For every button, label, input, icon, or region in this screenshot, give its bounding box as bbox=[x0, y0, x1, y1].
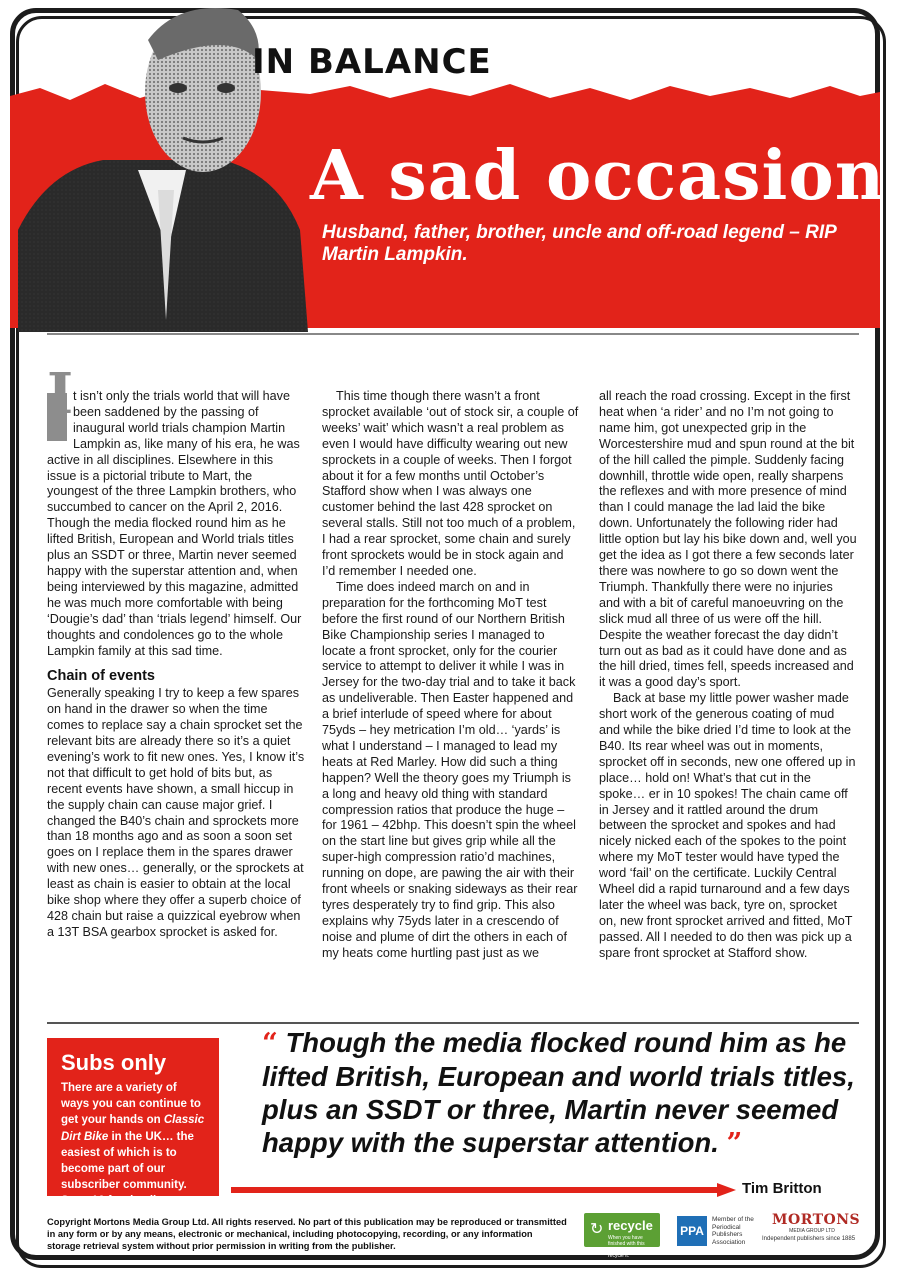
headline: A sad occasion bbox=[310, 136, 886, 216]
body-paragraph: t isn’t only the trials world that will have been saddened by the passing of inaugural world trials champion Martin Lampkin as, like many of his era, he was active in all disciplines. Elsewhere in this issue is a pictorial tribute to Mart, the youngest of the three Lampkin brothers, who succumbed to cancer on the April 2, 2016. Though the media flocked round him as he lifted British, European and World trials titles plus an SSDT or three, Martin never seemed happy with the superstar attention and, when being interviewed by this magazine, admitted he was much more comfortable with being ‘Dougie’s dad’ than ‘trials legend’ himself. Our thoughts and condolences go to the whole Lampkin family at this sad time. bbox=[47, 389, 302, 658]
footer-rule bbox=[47, 1022, 859, 1024]
recycle-icon: ↻ bbox=[590, 1221, 604, 1238]
article-column-3 bbox=[599, 389, 857, 962]
quote-arrow bbox=[231, 1183, 736, 1197]
article-column-2 bbox=[322, 389, 580, 962]
body-paragraph: Back at base my little power washer made short work of the generous coating of mud and while the bike dried I’d time to look at the B40. Its rear wheel was out in moments, sprocket off in seconds, new one offered up in place… hold on! What’s that cut in the spoke… er in 10 spokes! The chain came off in Jersey and it rattled around the drum between the sprocket and spokes and had nicely nicked each of the spokes to the point where my MoT tester would have typed the word ‘fail’ on the certificate. Luckily Central Wheel did a rapid turnaround and a few days later the wheel was back, tyre on, sprocket on, new front sprocket arrived and fitted, MoT passed. All I needed to do then was pick up a spare front sprocket at Stafford show. bbox=[599, 691, 856, 960]
mortons-logo: MORTONS MEDIA GROUP LTD Independent publishers since 1885 bbox=[762, 1212, 861, 1242]
subscription-box bbox=[47, 1038, 219, 1208]
copyright-notice: Copyright Mortons Media Group Ltd. All rights reserved. No part of this publication may be reproduced or transmitted in any form or by any means, electronic or mechanical, including photocopying, recording, or any information storage retrieval system without prior permission in writing from the publisher. bbox=[47, 1217, 567, 1251]
standfirst: Husband, father, brother, uncle and off-road legend – RIP Martin Lampkin. bbox=[322, 222, 837, 265]
body-paragraph: This time though there wasn’t a front sprocket available ‘out of stock sir, a couple of weeks’ wait’ which wasn’t a real problem as even I would have difficulty wearing out new sprockets in a couple of weeks. Then I forgot about it for a few months until October’s Stafford show when I was always one customer behind the last 428 sprocket on several stalls. Still not too much of a problem, I had a rear sprocket, some chain and surely front sprockets would be in stock again and I’d remember I needed one. bbox=[322, 389, 579, 578]
close-quote-mark: ” bbox=[726, 1127, 743, 1159]
ppa-member-text: Member of the Periodical Publishers Association bbox=[712, 1216, 754, 1246]
pull-quote bbox=[262, 1026, 862, 1160]
header-rule bbox=[47, 333, 859, 335]
body-paragraph: Generally speaking I try to keep a few spares on hand in the drawer so when the time comes to replace say a chain sprocket set the relevant bits are already there so it’s a quiet evening’s work to fit new ones. Yes, I know it’s not that difficult to get hold of bits but, as recent events have shown, a small hiccup in the supply chain can cause major grief. I changed the B40’s chain and sprockets more than 18 months ago and as soon a soon set goes on I replace them in the spares drawer with new ones… generally, or the sprockets at least as chain is easier to obtain at the local bike shop where they offer a superb choice of 428 chain but raise a quizzical eyebrow when a 13T BSA gearbox sprocket is asked for. bbox=[47, 686, 305, 939]
subheading: Chain of events bbox=[47, 668, 155, 685]
drop-cap: I bbox=[47, 393, 67, 441]
subscription-text: There are a variety of ways you can continue to get your hands on Classic Dirt Bike in the UK… the easiest of which is to become part of our subscriber community. See p16 for details. bbox=[61, 1082, 205, 1208]
body-paragraph: Time does indeed march on and in preparation for the forthcoming MoT test before the first round of our Northern British Bike Championship series I managed to locate a front sprocket, only for the courier service to attempt to deliver it while I was in Jersey for the two-day trial and to take it back as undeliverable. Then Easter happened and a brief interlude of speed where for about 75yds – hey metrication I’m old… ‘yards’ is what I understand – I managed to lead my heats at Red Marley. How did such a thing happen? Well the theory goes my Triumph is a long and heavy old thing with standard compression ratios that produce the huge – for 1961 – 42bhp. This doesn’t spin the wheel on the start line but gives grip while all the super-high compression ratio’d machines, running on dope, are pawing the air with their front wheels or snaking sideways as their rear tyres desperately try to find grip. This also explains why 75yds later in a crescendo of noise and plume of dirt the others in each of my heats come hurtling past just as we bbox=[322, 579, 578, 960]
subscription-title: Subs only bbox=[61, 1050, 167, 1075]
article-column-1 bbox=[47, 361, 305, 941]
pull-quote-text: Though the media flocked round him as he lifted British, European and world trials titles, plus an SSDT or three, Martin never seemed happy with the superstar attention. bbox=[262, 1027, 855, 1158]
recycle-logo: ↻ recycle When you have finished with this magazine please recycle it. bbox=[584, 1213, 660, 1247]
open-quote-mark: “ bbox=[262, 1027, 278, 1059]
body-paragraph: all reach the road crossing. Except in the first heat when ‘a rider’ and no I’m not going to name him, got unexpected grip in the Worcestershire mud and spun round at the bit of the hill called the pimple. Suddenly facing downhill, throttle wide open, really sharpens the reflexes and with more presence of mind than I could manage the lad laid the bike down. Unfortunately the following rider had little option but lay his bike down and, well you get the idea as I got there a few seconds later there was nowhere to go so down went the Triumph. Thankfully there were no injuries and with a bit of careful manoeuvring on the slick mud all three of us were off the hill. Despite the weather forecast the day didn’t turn out as bad as it could have done and as the hill dried, times fell, speeds increased and it was a good day’s sport. bbox=[599, 389, 857, 690]
section-kicker: IN BALANCE bbox=[252, 42, 492, 82]
quote-author: Tim Britton bbox=[742, 1180, 822, 1197]
ppa-logo: PPA bbox=[677, 1216, 707, 1246]
